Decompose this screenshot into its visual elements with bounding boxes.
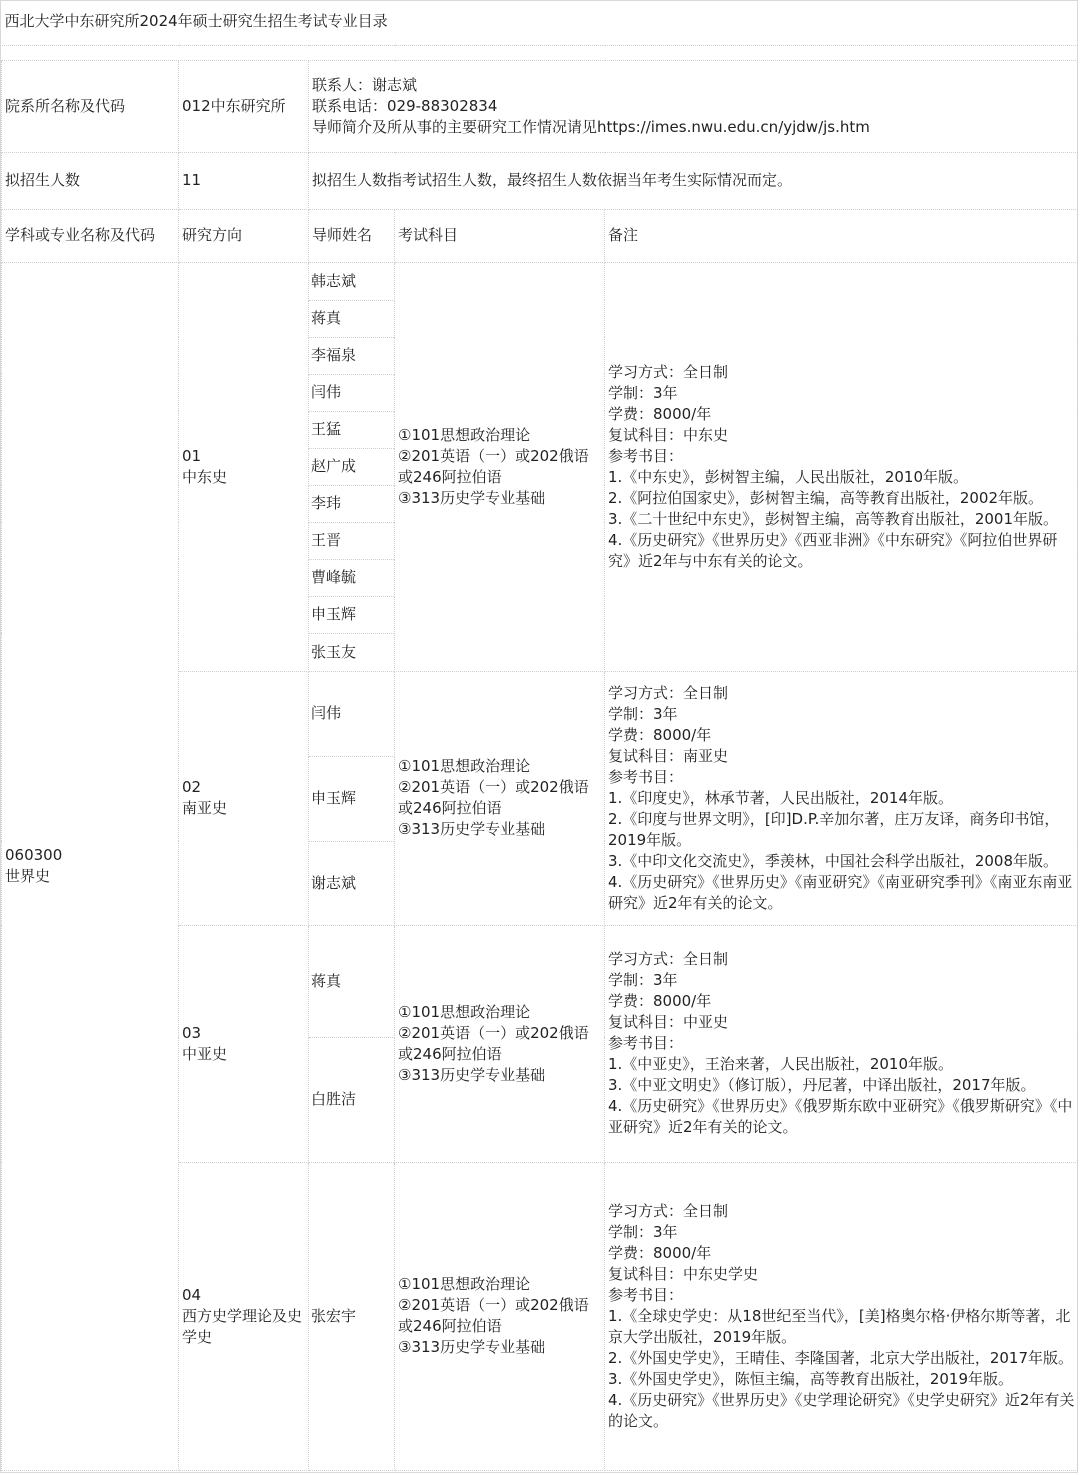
exam-item: ①101思想政治理论 [398, 1002, 531, 1021]
exam-item: ②201英语（一）或202俄语或246阿拉伯语 [398, 446, 589, 486]
direction-code: 04 [182, 1285, 202, 1304]
direction-code: 02 [182, 778, 202, 796]
tutor-name: 闫伟 [309, 671, 395, 756]
direction-cell [179, 925, 309, 1162]
remark-line: 3.《中印文化交流史》，季羡林，中国社会科学出版社，2008年版。 [608, 851, 1058, 870]
remark-line: 4.《历史研究》《世界历史》《西亚非洲》《中东研究》《阿拉伯世界研究》近2年与中东有关的论文。 [608, 530, 1058, 570]
remark-line: 参考书目： [608, 446, 684, 465]
remark-line: 复试科目：中东史 [608, 425, 729, 444]
page-title: 西北大学中东研究所2024年硕士研究生招生考试专业目录 [2, 1, 1078, 45]
exam-item: ①101思想政治理论 [398, 425, 531, 444]
remark-line: 4.《历史研究》《世界历史》《史学理论研究》《史学史研究》近2年有关的论文。 [608, 1390, 1075, 1430]
remark-line: 学制：3年 [608, 1222, 678, 1241]
remark-cell [605, 1162, 1078, 1470]
remark-line: 1.《印度史》，林承节著，人民出版社，2014年版。 [608, 788, 953, 807]
enrollment-value: 11 [179, 152, 309, 209]
exam-item: ③313历史学专业基础 [398, 1065, 546, 1084]
exam-item: ③313历史学专业基础 [398, 488, 546, 507]
tutor-intro-link: 导师简介及所从事的主要研究工作情况请见https://imes.nwu.edu.cn/yjdw/js.htm [312, 117, 870, 136]
remark-line: 4.《历史研究》《世界历史》《南亚研究》《南亚研究季刊》《南亚东南亚研究》近2年有关的论文。 [608, 872, 1073, 912]
tutor-name: 王猛 [309, 411, 395, 448]
direction-cell [179, 671, 309, 925]
direction-cell [179, 1162, 309, 1470]
remark-line: 1.《中亚史》，王治来著，人民出版社，2010年版。 [608, 1055, 953, 1073]
remark-line: 参考书目： [608, 1285, 684, 1304]
header-exam: 考试科目 [395, 209, 605, 262]
exam-cell [395, 925, 605, 1162]
tutor-name: 张玉友 [309, 633, 395, 671]
catalog-table [1, 1, 1078, 1471]
remark-line: 2.《印度与世界文明》，[印]D.P.辛加尔著，庄万友译，商务印书馆，2019年版。 [608, 809, 1060, 849]
remark-line: 3.《二十世纪中东史》，彭树智主编，高等教育出版社，2001年版。 [608, 509, 1058, 528]
spacer-row [2, 45, 1078, 60]
remark-line: 学费：8000/年 [608, 1243, 712, 1262]
enrollment-note: 拟招生人数指考试招生人数，最终招生人数依据当年考生实际情况而定。 [309, 152, 1078, 209]
tutor-name: 李玮 [309, 485, 395, 522]
remark-line: 3.《外国史学史》，陈恒主编，高等教育出版社，2019年版。 [608, 1369, 1013, 1388]
exam-cell [395, 671, 605, 925]
contact-person: 联系人：谢志斌 [312, 75, 418, 94]
remark-line: 学习方式：全日制 [608, 683, 729, 702]
tutor-name: 白胜洁 [309, 1037, 395, 1162]
exam-item: ②201英语（一）或202俄语或246阿拉伯语 [398, 1296, 589, 1335]
exam-item: ③313历史学专业基础 [398, 1338, 546, 1356]
exam-item: ①101思想政治理论 [398, 757, 531, 775]
remark-line: 1.《全球史学史：从18世纪至当代》，[美]格奥尔格·伊格尔斯等著，北京大学出版社，2019年版。 [608, 1306, 1071, 1346]
major-cell [2, 262, 179, 1470]
remark-line: 4.《历史研究》《世界历史》《俄罗斯东欧中亚研究》《俄罗斯研究》《中亚研究》近2年有关的论文。 [608, 1097, 1073, 1136]
tutor-name: 申玉辉 [309, 596, 395, 633]
tutor-name: 赵广成 [309, 448, 395, 485]
major-name: 世界史 [5, 867, 51, 885]
header-direction: 研究方向 [179, 209, 309, 262]
exam-item: ②201英语（一）或202俄语或246阿拉伯语 [398, 778, 589, 817]
remark-cell [605, 262, 1078, 671]
direction-name: 西方史学理论及史学史 [182, 1306, 303, 1346]
remark-line: 参考书目： [608, 1034, 684, 1052]
remark-cell [605, 671, 1078, 925]
remark-line: 2.《阿拉伯国家史》，彭树智主编，高等教育出版社，2002年版。 [608, 488, 1043, 507]
remark-line: 学制：3年 [608, 383, 678, 402]
remark-line: 学费：8000/年 [608, 725, 712, 744]
remark-line: 复试科目：中东史学史 [608, 1264, 759, 1283]
remark-line: 学费：8000/年 [608, 992, 712, 1010]
exam-item: ③313历史学专业基础 [398, 820, 546, 838]
direction-name: 南亚史 [182, 799, 228, 817]
tutor-name: 曹峰毓 [309, 559, 395, 596]
direction-cell [179, 262, 309, 671]
header-tutor: 导师姓名 [309, 209, 395, 262]
remark-line: 学习方式：全日制 [608, 1201, 729, 1220]
tutor-name: 闫伟 [309, 374, 395, 411]
remark-line: 学制：3年 [608, 971, 678, 989]
header-subject: 学科或专业名称及代码 [2, 209, 179, 262]
tutor-name: 申玉辉 [309, 756, 395, 841]
remark-line: 学习方式：全日制 [608, 362, 729, 381]
remark-line: 复试科目：南亚史 [608, 746, 729, 765]
remark-line: 学习方式：全日制 [608, 950, 729, 968]
tutor-name: 谢志斌 [309, 841, 395, 925]
contact-phone: 联系电话：029-88302834 [312, 96, 498, 115]
header-remark: 备注 [605, 209, 1078, 262]
remark-cell [605, 925, 1078, 1162]
tutor-name: 张宏宇 [309, 1162, 395, 1470]
exam-item: ①101思想政治理论 [398, 1275, 531, 1293]
remark-line: 3.《中亚文明史》（修订版），丹尼著，中译出版社，2017年版。 [608, 1076, 1036, 1094]
tutor-name: 韩志斌 [309, 262, 395, 300]
direction-name: 中东史 [182, 467, 228, 486]
remark-line: 2.《外国史学史》，王晴佳、李隆国著，北京大学出版社，2017年版。 [608, 1348, 1073, 1367]
department-contact-cell [309, 60, 1078, 152]
tutor-name: 王晋 [309, 522, 395, 559]
enrollment-label: 拟招生人数 [2, 152, 179, 209]
remark-line: 1.《中东史》，彭树智主编，人民出版社，2010年版。 [608, 467, 968, 486]
department-label: 院系所名称及代码 [2, 60, 179, 152]
tutor-name: 蒋真 [309, 300, 395, 337]
remark-line: 复试科目：中亚史 [608, 1013, 729, 1031]
direction-code: 01 [182, 446, 202, 465]
department-value: 012中东研究所 [179, 60, 309, 152]
direction-name: 中亚史 [182, 1044, 228, 1063]
exam-cell [395, 262, 605, 671]
direction-code: 03 [182, 1023, 202, 1042]
exam-item: ②201英语（一）或202俄语或246阿拉伯语 [398, 1023, 589, 1063]
exam-cell [395, 1162, 605, 1470]
tutor-name: 蒋真 [309, 925, 395, 1037]
remark-line: 参考书目： [608, 767, 684, 786]
major-code: 060300 [5, 846, 63, 864]
tutor-name: 李福泉 [309, 337, 395, 374]
remark-line: 学费：8000/年 [608, 404, 712, 423]
remark-line: 学制：3年 [608, 704, 678, 723]
